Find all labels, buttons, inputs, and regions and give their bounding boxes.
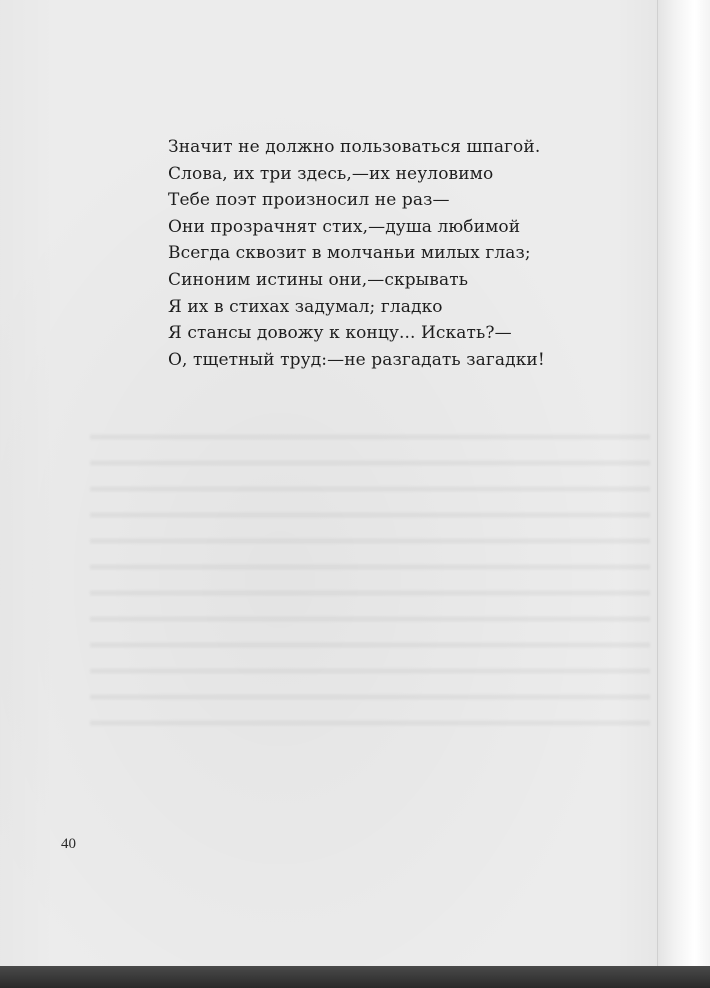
page-fore-edge <box>657 0 710 966</box>
poem-line: Я их в стихах задумал; гладко <box>168 296 443 317</box>
poem-line: Тебе поэт произносил не раз— <box>168 190 450 211</box>
poem-line: Всегда сквозит в молчаньи милых глаз; <box>168 243 531 264</box>
poem-line: Синоним истины они,—скрывать <box>168 269 469 290</box>
poem-line: О, тщетный труд:—не разгадать загадки! <box>168 349 545 370</box>
poem-line: Слова, их три здесь,—их неуловимо <box>168 163 494 184</box>
poem-line: Они прозрачнят стих,—душа любимой <box>168 216 521 237</box>
poem-line: Значит не должно пользоваться шпагой. <box>168 137 541 157</box>
scanner-bed-strip <box>0 966 710 988</box>
poem-line: Я стансы довожу к концу... Искать?— <box>168 323 512 344</box>
show-through-text <box>90 420 650 740</box>
page-number: 40 <box>61 836 76 852</box>
poem-stanza <box>168 134 545 373</box>
